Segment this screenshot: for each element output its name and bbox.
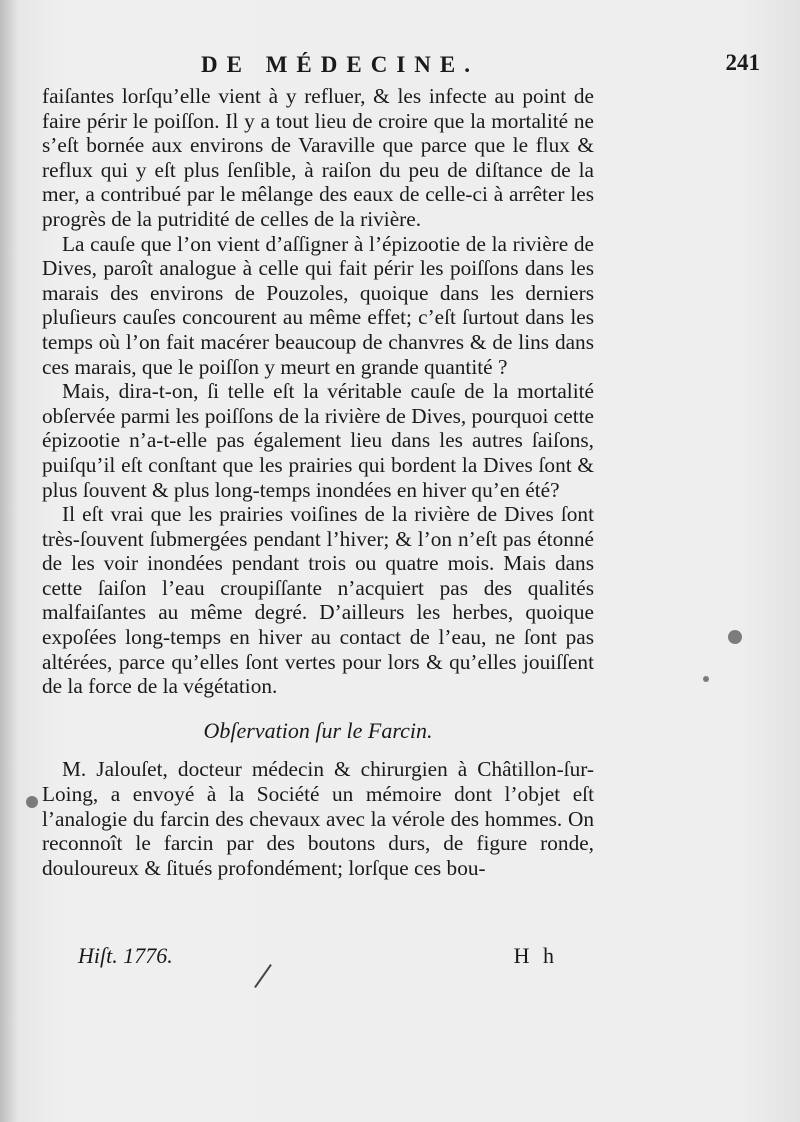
page-header (40, 50, 760, 82)
ink-blot (703, 676, 709, 682)
signature-mark: Hiſt. 1776. (78, 943, 173, 968)
main-text (42, 84, 594, 880)
ink-blot (26, 796, 38, 808)
paragraph-1: faiſantes lorſqu’elle vient à y refluer, & les infecte au point de faire périr le poiſſon. Il y a tout lieu de croire que la mortalité ne s’eſt bornée aux environs de Varaville que parce que le flux & reflux qui y eſt plus ſenſible, à raiſon du peu de diſtance de la mer, a contribué par le mêlange des eaux de celle-ci à arrêter les progrès de la putridité de celles de la rivière. (42, 84, 594, 231)
page-footer (78, 943, 558, 973)
page-number: 241 (725, 50, 760, 75)
running-title: DE MÉDECINE. (201, 52, 479, 77)
section-heading: Obſervation ſur le Farcin. (203, 717, 433, 743)
signature-letters: H h (513, 943, 558, 968)
ink-blot (728, 630, 742, 644)
paragraph-4: Il eſt vrai que les prairies voiſines de la rivière de Dives ſont très-ſouvent ſubmergées pendant l’hiver; & l’on n’eſt pas étonné de les voir inondées pendant trois ou quatre mois. Mais dans cette ſaiſon l’eau croupiſſante n’acquiert pas des qualités malfaiſantes au même degré. D’ailleurs les herbes, quoique expoſées long-temps en hiver au contact de l’eau, ne ſont pas altérées, parce qu’elles ſont vertes pour lors & qu’elles jouiſſent de la force de la végétation. (42, 502, 594, 699)
section-paragraph: M. Jalouſet, docteur médecin & chirurgien à Châtillon-ſur-Loing, a envoyé à la Société un mémoire dont l’objet eſt l’analogie du farcin des chevaux avec la vérole des hommes. On reconnoît le farcin par des boutons durs, de figure ronde, douloureux & ſitués profondément; lorſque ces bou- (42, 757, 594, 880)
paragraph-2: La cauſe que l’on vient d’aſſigner à l’épizootie de la rivière de Dives, paroît analogue à celle qui fait périr les poiſſons dans les marais des environs de Pouzoles, quoique dans les derniers pluſieurs cauſes concourent au même effet; c’eſt ſurtout dans les temps où l’on fait macérer beaucoup de chanvres & de lins dans ces marais, que le poiſſon y meurt en grande quantité ? (42, 231, 594, 379)
paragraph-3: Mais, dira-t-on, ſi telle eſt la véritable cauſe de la mortalité obſervée parmi les poiſſons de la rivière de Dives, pourquoi cette épizootie n’a-t-elle pas également lieu dans les autres ſaiſons, puiſqu’il eſt conſtant que les prairies qui bordent la Dives ſont & plus ſouvent & plus long-temps inondées en hiver qu’en été? (42, 379, 594, 502)
